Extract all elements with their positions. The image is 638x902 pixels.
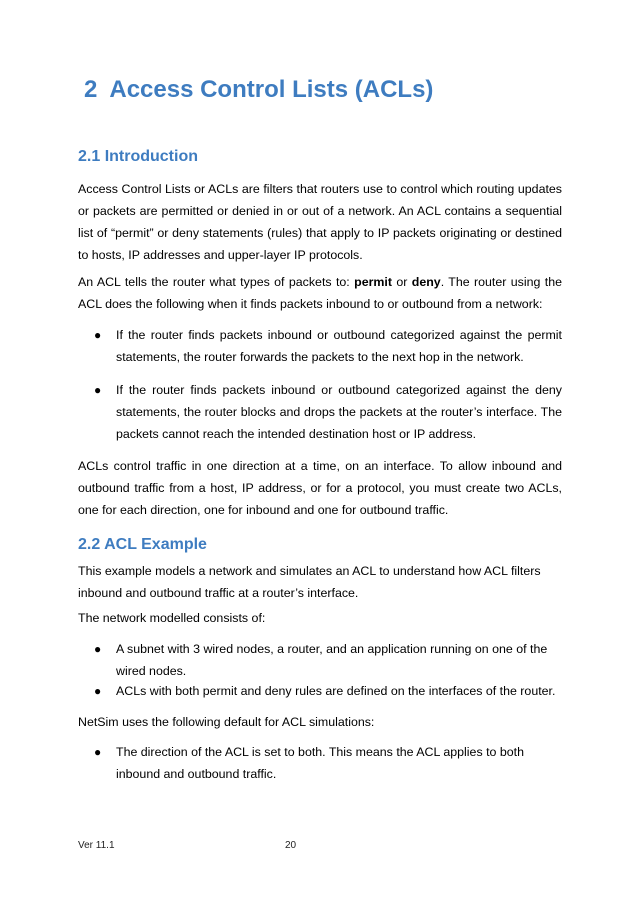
list-item	[94, 638, 562, 682]
intro-paragraph-2-or: or	[392, 275, 412, 289]
footer-page-number: 20	[285, 840, 297, 851]
bullet-icon: ●	[94, 684, 102, 698]
bullet-icon: ●	[94, 642, 102, 656]
example-bullet-3-text: The direction of the ACL is set to both. This means the ACL applies to both inbound and outbound traffic.	[116, 745, 524, 781]
permit-keyword: permit	[354, 275, 392, 289]
section-heading-acl-example: 2.2 ACL Example	[78, 536, 207, 553]
chapter-title	[84, 76, 433, 104]
list-item	[94, 741, 562, 785]
example-paragraph-2: The network modelled consists of:	[78, 611, 266, 625]
intro-paragraph-2-after: . The router using the ACL does the following when it finds packets inbound to or outbound from a network:	[78, 275, 562, 311]
example-bullet-1-text: A subnet with 3 wired nodes, a router, and an application running on one of the wired nodes.	[116, 642, 548, 678]
example-paragraph-1: This example models a network and simulates an ACL to understand how ACL filters inbound and outbound traffic at a router’s interface.	[78, 564, 541, 600]
example-paragraph-3: NetSim uses the following default for ACL simulations:	[78, 715, 375, 729]
section-heading-introduction: 2.1 Introduction	[78, 148, 198, 165]
bullet-icon: ●	[94, 328, 102, 342]
intro-paragraph-2-before: An ACL tells the router what types of packets to:	[78, 275, 355, 289]
bullet-icon: ●	[94, 745, 102, 759]
chapter-title-text: Access Control Lists (ACLs)	[109, 76, 434, 103]
bullet-icon: ●	[94, 383, 102, 397]
list-item	[94, 379, 562, 445]
footer-version: Ver 11.1	[78, 840, 115, 851]
intro-bullet-1-text: If the router finds packets inbound or outbound categorized against the permit statements, the router forwards the packets to the next hop in the network.	[116, 328, 562, 364]
chapter-number: 2	[84, 76, 98, 103]
list-item	[94, 324, 562, 368]
intro-paragraph-2	[78, 271, 562, 315]
intro-paragraph-1: Access Control Lists or ACLs are filters that routers use to control which routing updates or packets are permitted or denied in or out of a network. An ACL contains a sequential list of “permit” or deny statements (rules) that apply to IP packets originating or destined to hosts, IP addresses and upper-layer IP protocols.	[78, 182, 562, 262]
list-item	[94, 680, 562, 702]
example-bullet-2-text: ACLs with both permit and deny rules are defined on the interfaces of the router.	[116, 684, 556, 698]
intro-bullet-2-text: If the router finds packets inbound or outbound categorized against the deny statements, the router blocks and drops the packets at the router’s interface. The packets cannot reach the intended destination host or IP address.	[116, 383, 562, 441]
intro-paragraph-3: ACLs control traffic in one direction at a time, on an interface. To allow inbound and outbound traffic from a host, IP address, or for a protocol, you must create two ACLs, one for each direction, one for inbound and one for outbound traffic.	[78, 459, 562, 517]
deny-keyword: deny	[411, 275, 441, 289]
